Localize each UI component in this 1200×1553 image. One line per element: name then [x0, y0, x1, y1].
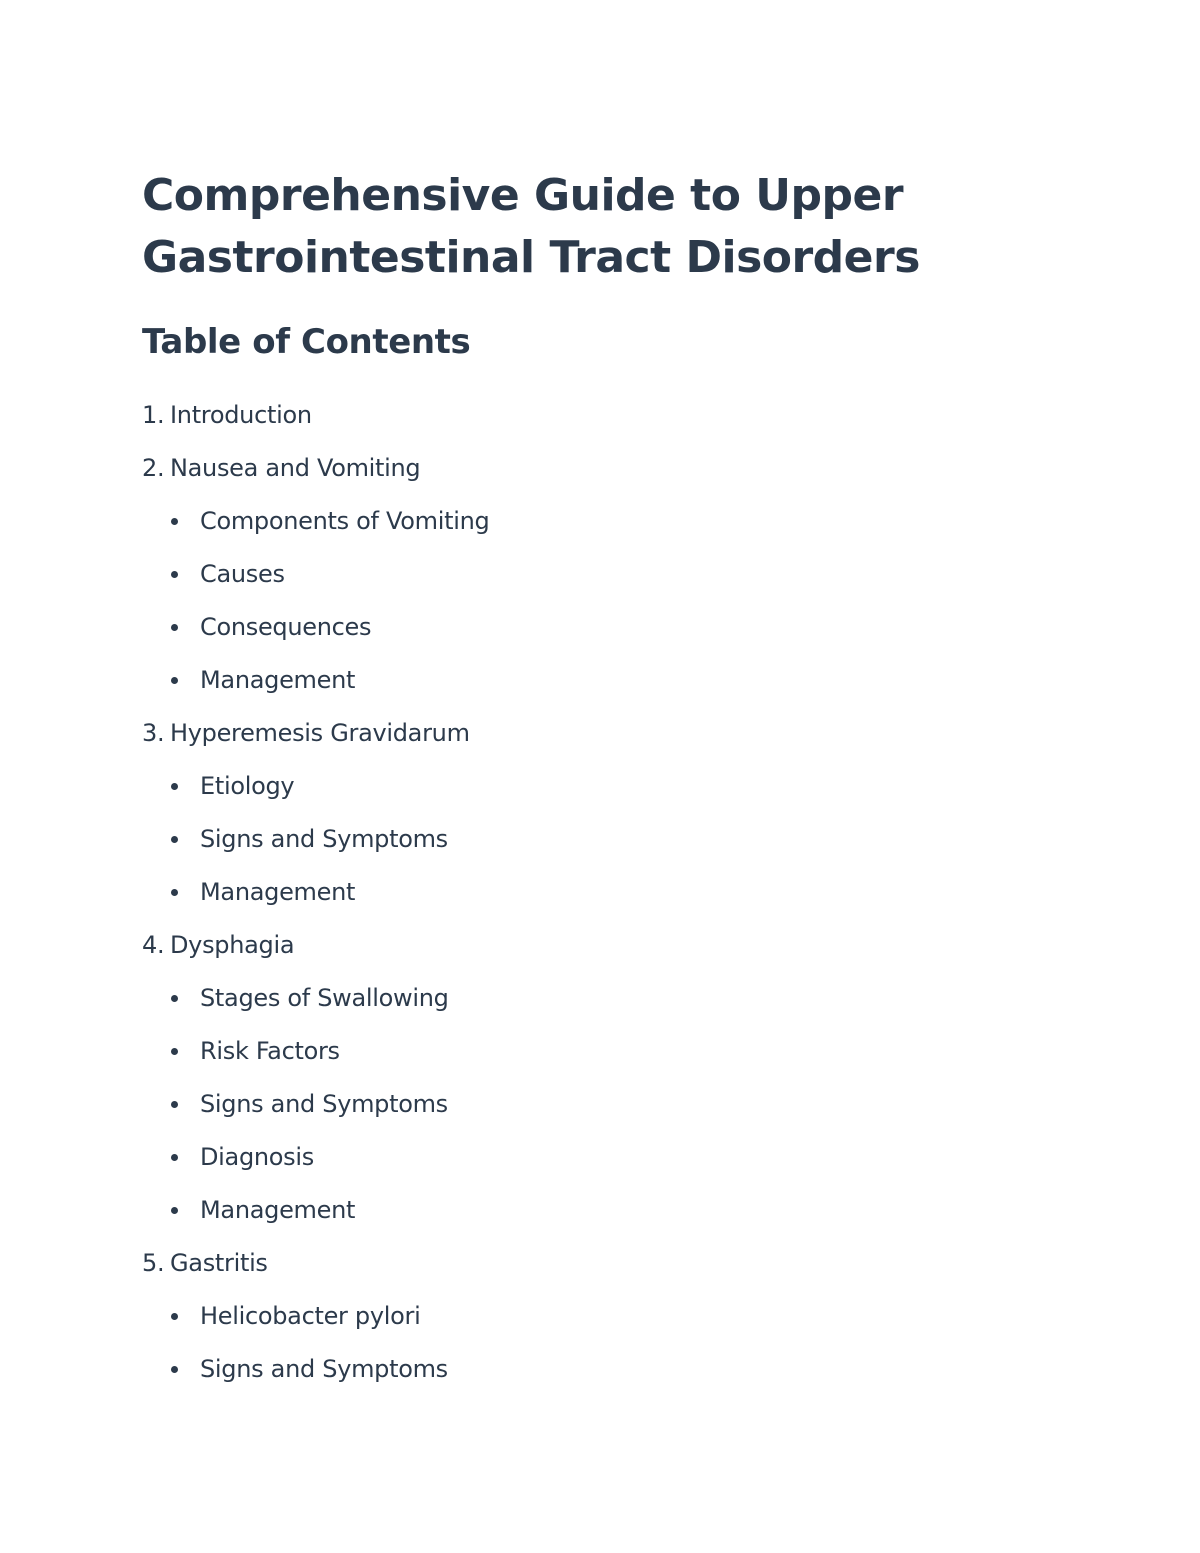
toc-sublist	[142, 972, 1042, 1237]
toc-subitem	[170, 548, 1042, 601]
bullet-icon	[171, 1154, 178, 1161]
bullet-icon	[171, 518, 178, 525]
toc-subitem	[170, 1184, 1042, 1237]
document-title-line-1: Comprehensive Guide to Upper	[142, 170, 904, 221]
toc-item-label: Nausea and Vomiting	[170, 454, 421, 482]
bullet-icon	[171, 1048, 178, 1055]
toc-item-number: 5.	[142, 1249, 165, 1277]
toc-subitem-label: Management	[200, 666, 356, 694]
bullet-icon	[171, 677, 178, 684]
toc-subitem	[170, 813, 1042, 866]
toc-subitem	[170, 1343, 1042, 1396]
toc-subitem	[170, 1078, 1042, 1131]
toc-subitem	[170, 1290, 1042, 1343]
bullet-icon	[171, 1207, 178, 1214]
toc-subitem	[170, 1025, 1042, 1078]
toc-item-label: Introduction	[170, 401, 312, 429]
document-title-line-2: Gastrointestinal Tract Disorders	[142, 232, 920, 283]
toc-subitem-label: Components of Vomiting	[200, 507, 490, 535]
toc-item-hyperemesis-gravidarum	[142, 707, 1042, 919]
bullet-icon	[171, 1366, 178, 1373]
toc-item-number: 4.	[142, 931, 165, 959]
toc-subitem-label: Diagnosis	[200, 1143, 314, 1171]
toc-subitem-label: Stages of Swallowing	[200, 984, 449, 1012]
toc-item-number: 3.	[142, 719, 165, 747]
toc-sublist	[142, 1290, 1042, 1396]
toc-subitem	[170, 654, 1042, 707]
toc-item-number: 2.	[142, 454, 165, 482]
bullet-icon	[171, 1101, 178, 1108]
toc-heading: Table of Contents	[142, 322, 471, 362]
toc-sublist	[142, 760, 1042, 919]
document-page	[142, 165, 1042, 1396]
toc-subitem-label: Causes	[200, 560, 285, 588]
toc-item-label: Dysphagia	[170, 931, 295, 959]
toc-item-introduction	[142, 389, 1042, 442]
toc-item-label: Hyperemesis Gravidarum	[170, 719, 470, 747]
toc-subitem	[170, 1131, 1042, 1184]
toc-sublist	[142, 495, 1042, 707]
toc-subitem	[170, 601, 1042, 654]
toc-subitem-label: Etiology	[200, 772, 295, 800]
toc-subitem-label: Management	[200, 878, 356, 906]
toc-subitem-label: Consequences	[200, 613, 372, 641]
bullet-icon	[171, 995, 178, 1002]
toc-subitem-label: Risk Factors	[200, 1037, 340, 1065]
toc-subitem	[170, 495, 1042, 548]
bullet-icon	[171, 783, 178, 790]
toc-subitem-label: Signs and Symptoms	[200, 1355, 448, 1383]
toc-item-gastritis	[142, 1237, 1042, 1396]
toc-item-dysphagia	[142, 919, 1042, 1237]
toc-subitem-label: Management	[200, 1196, 356, 1224]
toc-subitem	[170, 866, 1042, 919]
toc-item-number: 1.	[142, 401, 165, 429]
bullet-icon	[171, 1313, 178, 1320]
toc-subitem	[170, 972, 1042, 1025]
bullet-icon	[171, 836, 178, 843]
bullet-icon	[171, 571, 178, 578]
toc-list	[142, 389, 1042, 1396]
toc-subitem-label: Helicobacter pylori	[200, 1302, 421, 1330]
bullet-icon	[171, 889, 178, 896]
toc-subitem-label: Signs and Symptoms	[200, 1090, 448, 1118]
toc-subitem-label: Signs and Symptoms	[200, 825, 448, 853]
toc-item-nausea-and-vomiting	[142, 442, 1042, 707]
toc-item-label: Gastritis	[170, 1249, 268, 1277]
document-title	[142, 165, 1042, 289]
toc-subitem	[170, 760, 1042, 813]
bullet-icon	[171, 624, 178, 631]
